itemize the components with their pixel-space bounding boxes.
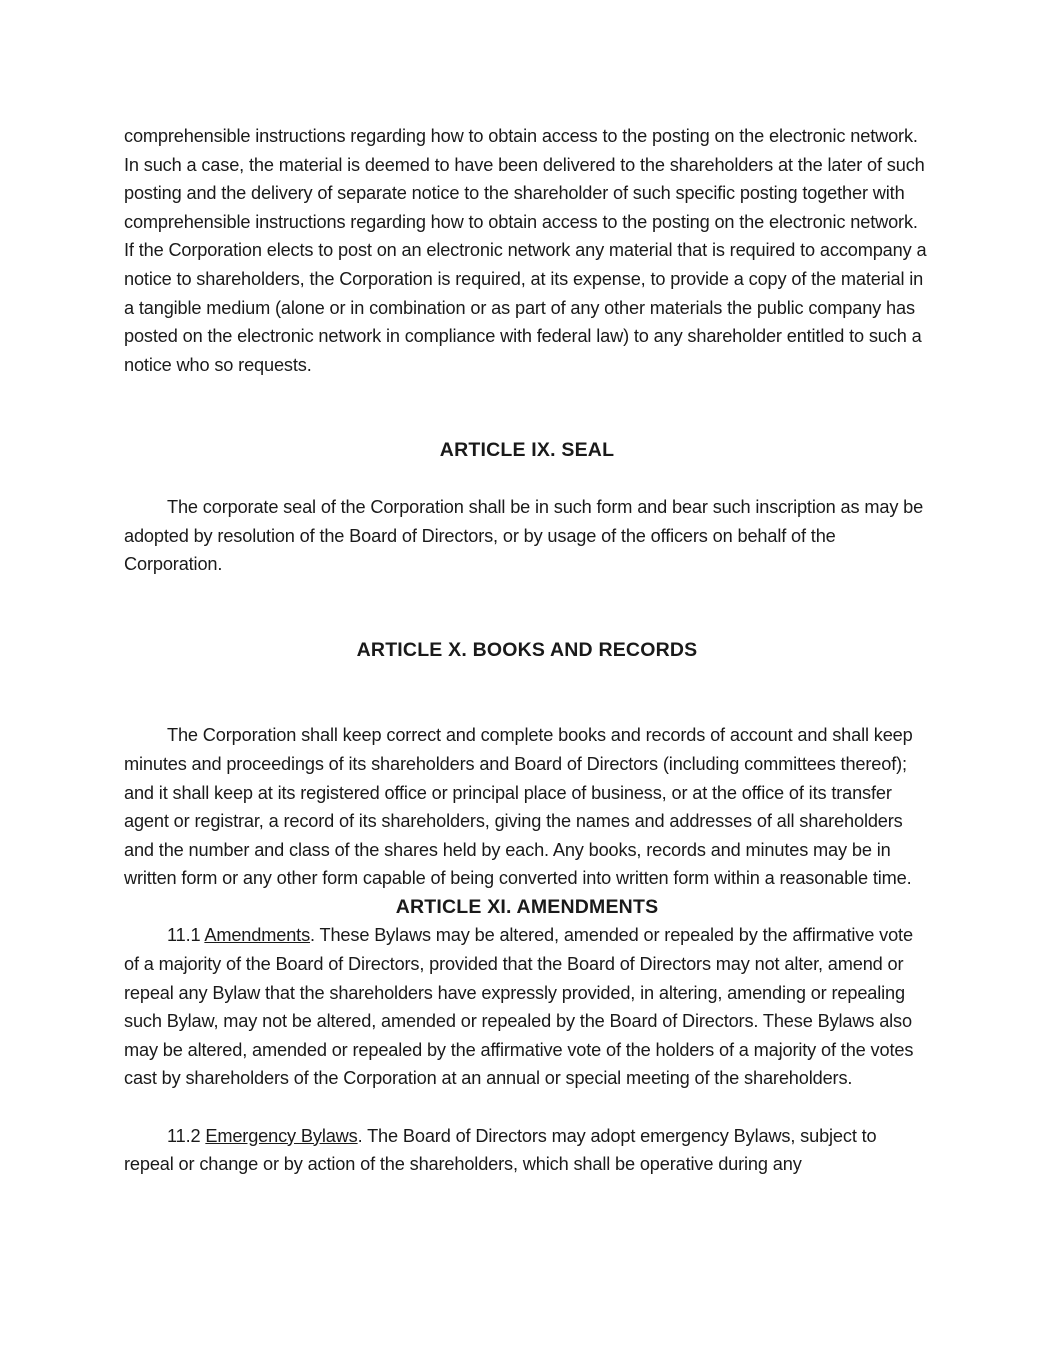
spacer	[124, 379, 930, 436]
document-page	[124, 122, 930, 1179]
spacer	[124, 1093, 930, 1122]
section-11-2-number: 11.2	[167, 1125, 206, 1146]
section-11-2-title: Emergency Bylaws	[205, 1125, 358, 1146]
intro-paragraph: comprehensible instructions regarding how to obtain access to the posting on the electronic network. In such a case, the material is deemed to have been delivered to the shareholders at the later of such posting and the delivery of separate notice to the shareholder of such specific posting together with comprehensible instructions regarding how to obtain access to the posting on the electronic network. If the Corporation elects to post on an electronic network any material that is required to accompany a notice to shareholders, the Corporation is required, at its expense, to provide a copy of the material in a tangible medium (alone or in combination or as part of any other materials the public company has posted on the electronic network in compliance with federal law) to any shareholder entitled to such a notice who so requests.	[124, 126, 927, 375]
section-11-1-number: 11.1	[167, 925, 205, 946]
article-xi-heading: ARTICLE XI. AMENDMENTS	[395, 895, 659, 918]
article-x-paragraph: The Corporation shall keep correct and complete books and records of account and shall keep minutes and proceedings of its shareholders and Board of Directors (including committees thereof); and it shall keep at its registered office or principal place of business, or at the office of its transfer agent or registrar, a record of its shareholders, giving the names and addresses of all shareholders and the number and class of the shares held by each. Any books, records and minutes may be in written form or any other form capable of being converted into written form within a reasonable time.	[124, 725, 913, 889]
article-ix-paragraph: The corporate seal of the Corporation shall be in such form and bear such inscription as may be adopted by resolution of the Board of Directors, or by usage of the officers on behalf of the Corporation.	[124, 496, 924, 575]
spacer	[124, 579, 930, 636]
article-ix-heading: ARTICLE IX. SEAL	[439, 439, 615, 462]
section-11-2-text: . The Board of Directors may adopt emergency Bylaws, subject to repeal or change or by action of the shareholders, which shall be operative during any	[124, 1125, 877, 1175]
section-11-2-paragraph	[124, 1122, 930, 1179]
section-11-1-paragraph	[124, 921, 930, 1093]
article-x-heading: ARTICLE X. BOOKS AND RECORDS	[356, 638, 698, 661]
spacer	[124, 664, 930, 721]
spacer	[124, 465, 930, 493]
section-11-1-title: Amendments	[204, 925, 311, 946]
section-11-1-text: . These Bylaws may be altered, amended or repealed by the affirmative vote of a majority of the Board of Directors, provided that the Board of Directors may not alter, amend or repeal any Bylaw that the shareholders have expressly provided, in altering, amending or repealing such Bylaw, may not be altered, amended or repealed by the Board of Directors. These Bylaws also may be altered, amended or repealed by the affirmative vote of the holders of a majority of the votes cast by shareholders of the Corporation at an annual or special meeting of the shareholders.	[124, 925, 914, 1089]
